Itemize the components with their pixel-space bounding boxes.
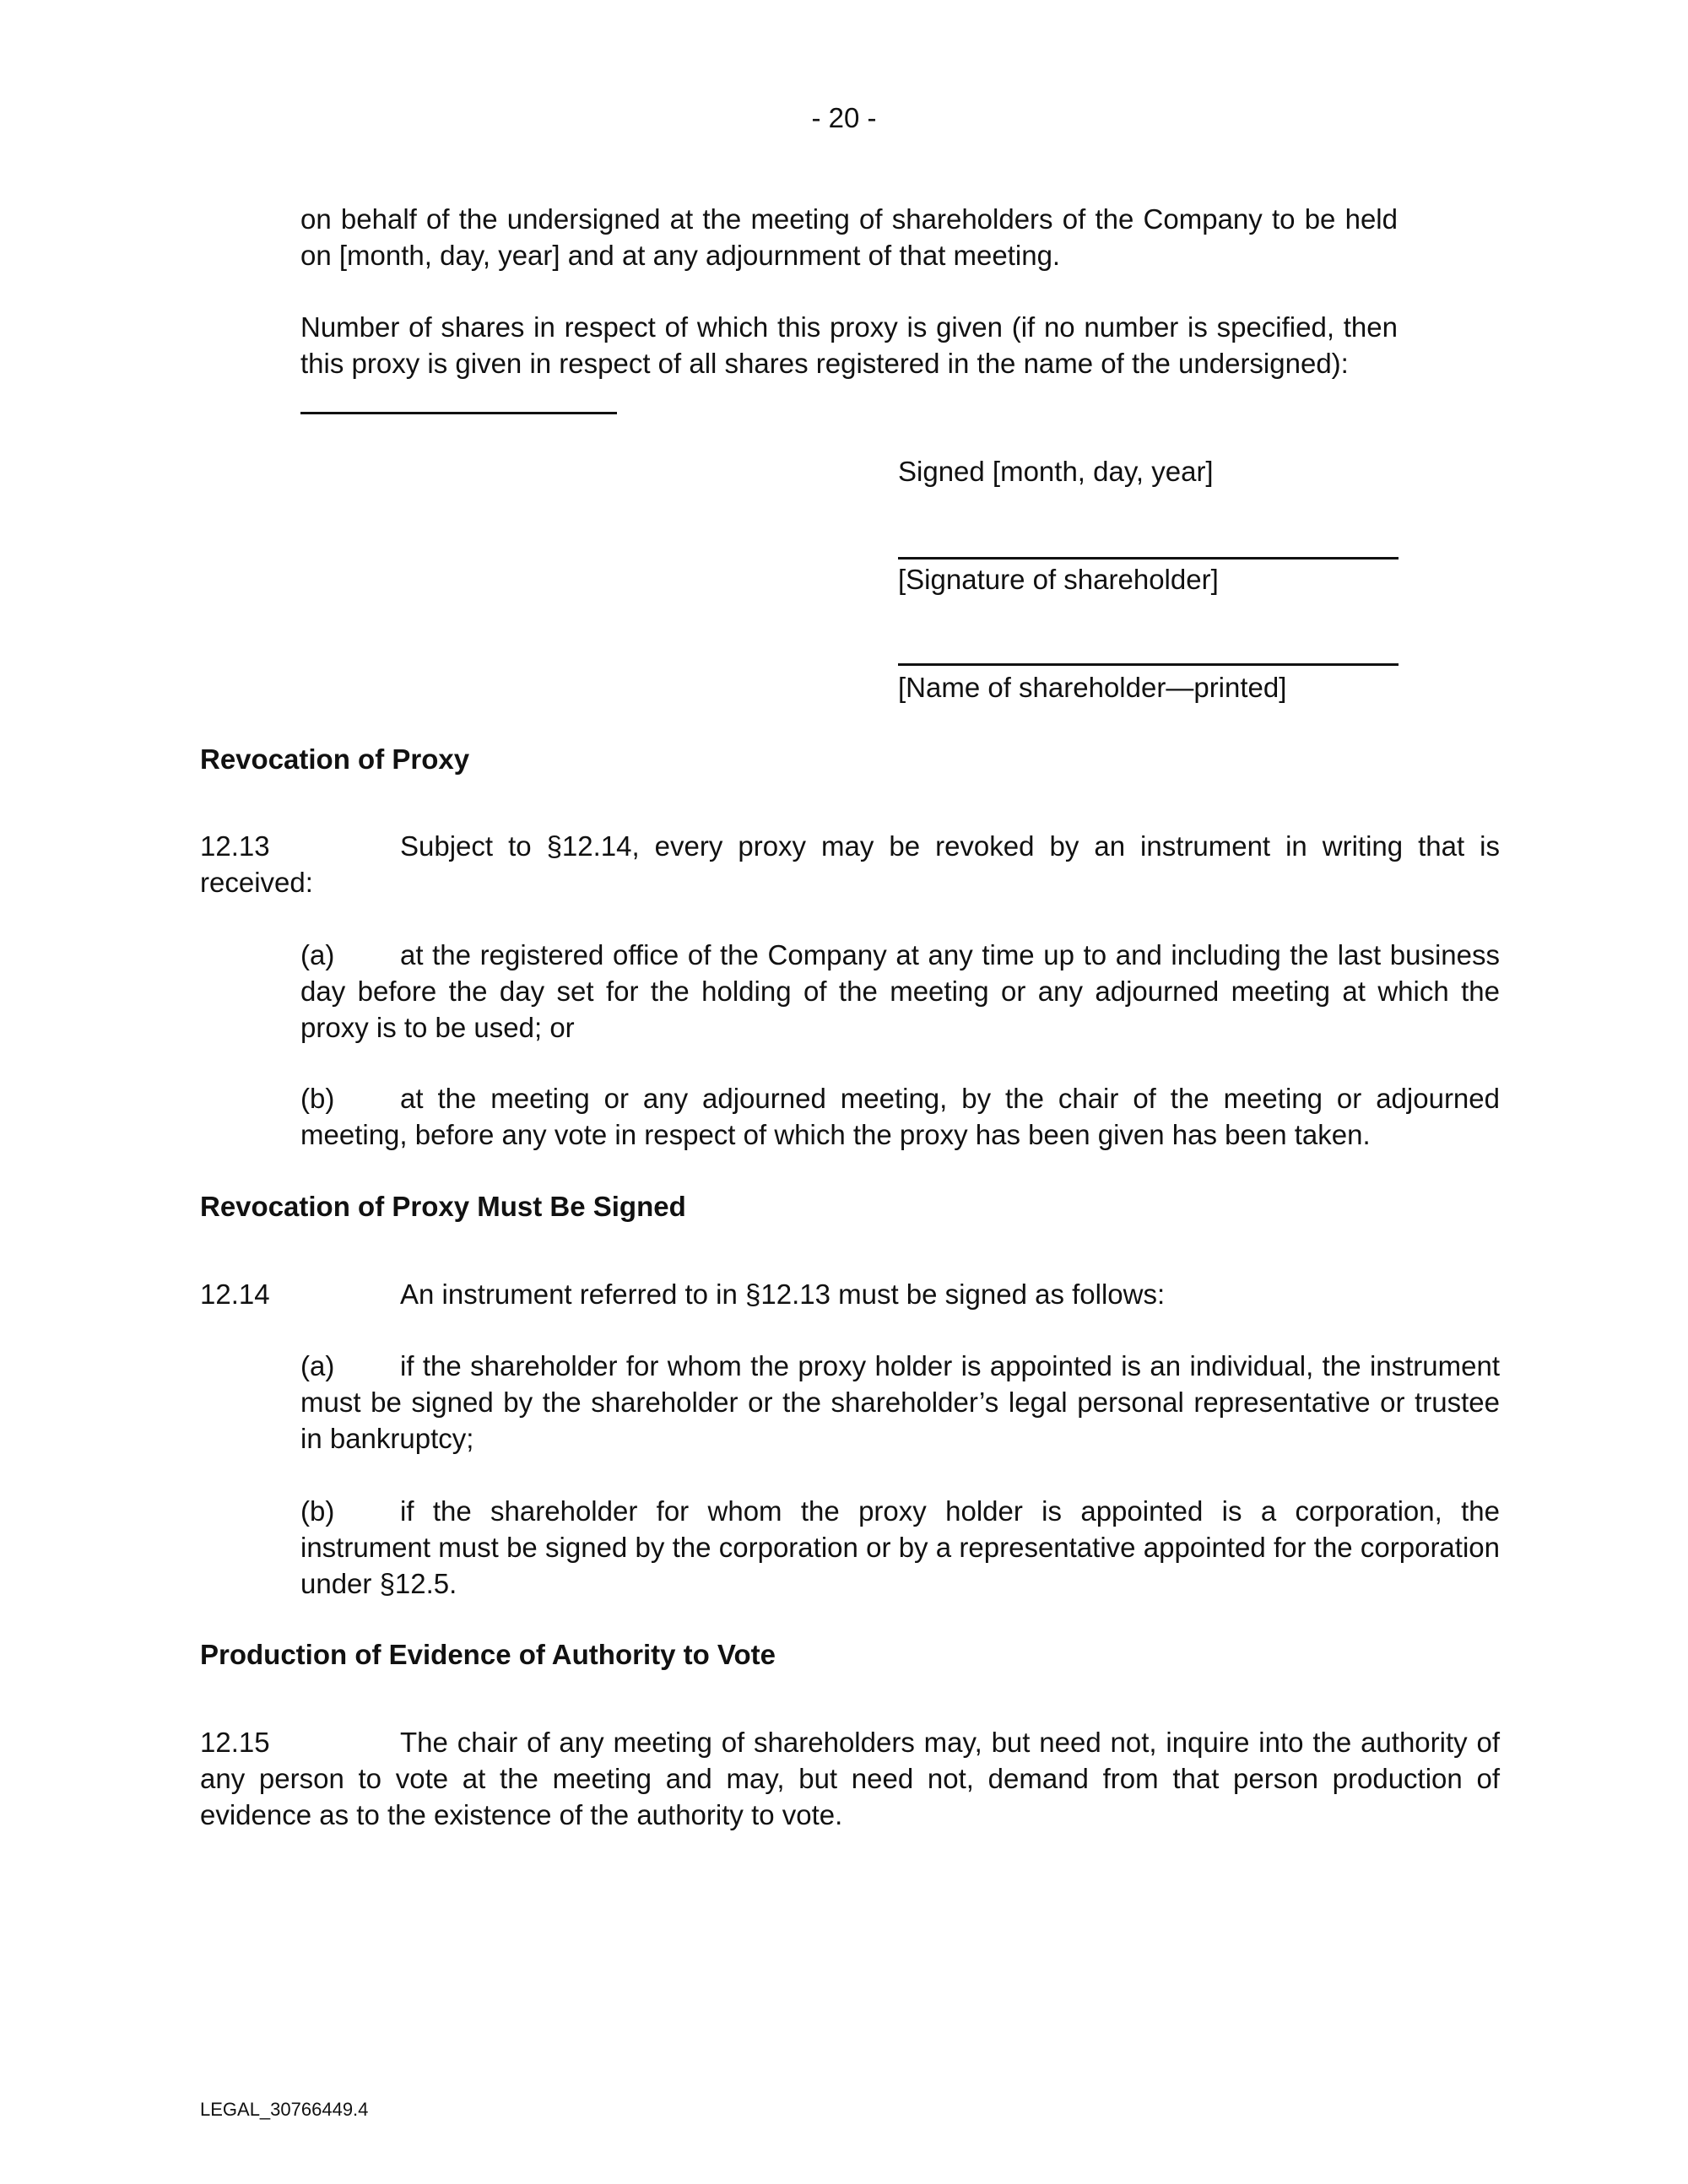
intro-paragraph-1: on behalf of the undersigned at the meeting of shareholders of the Company to be held on [month, day, year] and at any adjournment of that meeting. [300,203,1398,271]
item-rest: must be signed by the shareholder or the shareholder’s legal personal representative or trustee in bankruptcy; [300,1387,1500,1454]
item-rest: instrument must be signed by the corporation or by a representative appointed for the corporation under §12.5. [300,1532,1500,1599]
section-heading: Production of Evidence of Authority to Vote [200,1639,776,1670]
section-number: 12.15 [200,1727,270,1758]
document-footer-id: LEGAL_30766449.4 [200,2099,369,2120]
item-first-line [400,1348,1500,1384]
signed-date-text: Signed [month, day, year] [898,456,1214,487]
item-label: (a) [300,939,335,970]
section-lead-text: An instrument referred to in §12.13 must be signed as follows: [400,1279,1166,1310]
intro-paragraph-2: Number of shares in respect of which this proxy is given (if no number is specified, then this proxy is given in respect of all shares registered in the name of the undersigned): [300,311,1398,379]
item-rest: day before the day set for the holding of the meeting or any adjourned meeting at which the proxy is to be used; or [300,976,1500,1043]
item-first-line [400,1080,1500,1116]
item-first-text: if the shareholder for whom the proxy holder is appointed is a corporation, the [400,1495,1500,1527]
item-label: (b) [300,1083,335,1114]
item-first-text: if the shareholder for whom the proxy holder is appointed is an individual, the instrument [400,1350,1500,1381]
section-heading: Revocation of Proxy Must Be Signed [200,1191,686,1222]
shares-blank-line [300,412,617,414]
signature-line [898,557,1399,560]
section-continuation: any person to vote at the meeting and may, but need not, demand from that person production of evidence as to the existence of the authority to vote. [200,1763,1500,1830]
section-heading: Revocation of Proxy [200,743,470,775]
item-first-line [400,937,1500,973]
item-first-text: at the meeting or any adjourned meeting, by the chair of the meeting or adjourned [400,1083,1500,1114]
section-continuation: received: [200,867,313,898]
signature-label: [Signature of shareholder] [898,564,1219,595]
item-rest: meeting, before any vote in respect of which the proxy has been given has been taken. [300,1119,1371,1150]
item-first-text: at the registered office of the Company at any time up to and including the last business [400,939,1500,970]
page-number: - 20 - [811,102,877,133]
section-lead-line [400,828,1500,864]
section-lead-text: Subject to §12.14, every proxy may be revoked by an instrument in writing that is [400,830,1500,862]
section-number: 12.13 [200,830,270,862]
name-line [898,663,1399,666]
section-number: 12.14 [200,1279,270,1310]
section-lead-text: The chair of any meeting of shareholders may, but need not, inquire into the authority of [400,1727,1500,1758]
item-label: (b) [300,1495,335,1527]
item-label: (a) [300,1350,335,1381]
item-first-line [400,1493,1500,1529]
section-lead-line [400,1724,1500,1760]
name-label: [Name of shareholder—printed] [898,672,1287,703]
